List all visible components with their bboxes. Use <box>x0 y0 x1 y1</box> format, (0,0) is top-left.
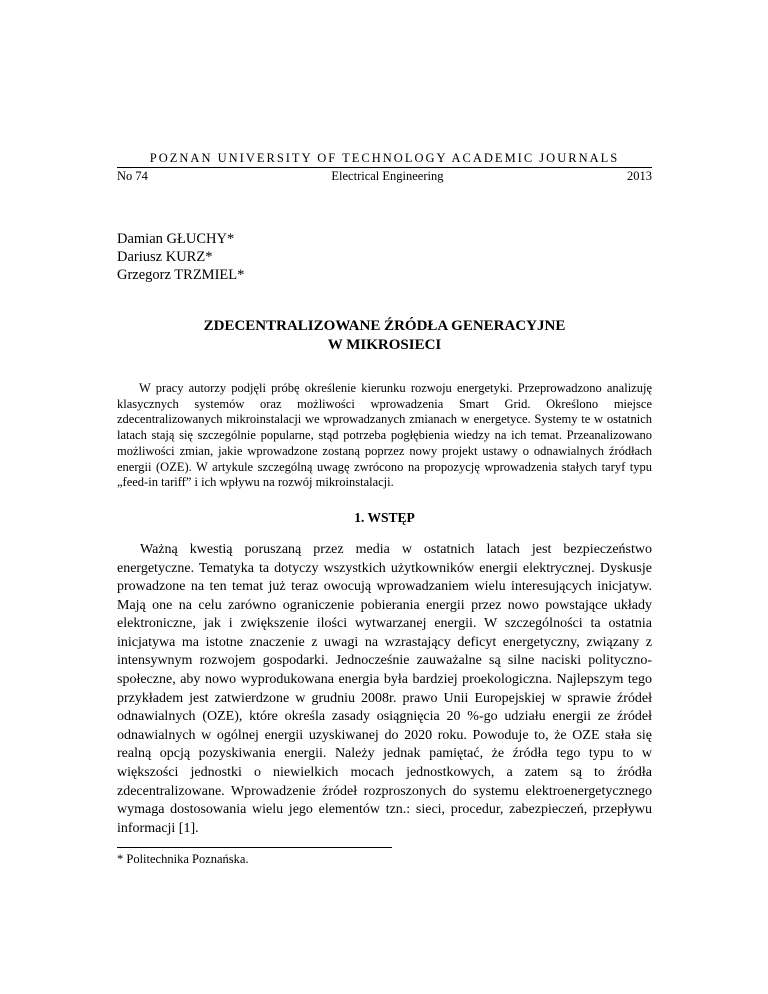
paper-title <box>117 317 652 355</box>
author-name: Grzegorz TRZMIEL* <box>117 267 245 283</box>
author-list <box>117 230 652 284</box>
journal-meta <box>117 167 652 184</box>
title-line: ZDECENTRALIZOWANE ŹRÓDŁA GENERACYJNE <box>203 318 566 334</box>
title-line: W MIKROSIECI <box>327 337 442 353</box>
abstract: W pracy autorzy podjęli próbę określenie kierunku rozwoju energetyki. Przeprowadzono analizuję klasycznych systemów oraz możliwości wprowadzenia Smart Grid. Określono miejsce zdecentralizowanych mikroinstalacji we wprowadzanych zmianach w energetyce. Systemy te w ostatnich latach stają się szczególnie popularne, stąd potrzeba pogłębienia wiedzy na ich temat. Przeanalizowano możliwości zmian, jakie wprowadzone zostaną poprzez nowy projekt ustawy o odnawialnych źródłach energii (OZE). W artykule szczególną uwagę zwrócono na propozycję wprowadzenia stałych taryf typu „feed-in tariff” i ich wpływu na rozwój mikroinstalacji. <box>117 381 652 490</box>
section-body: Ważną kwestią poruszaną przez media w ostatnich latach jest bezpieczeństwo energetyczne. Tematyka ta dotyczy wszystkich użytkowników energii elektrycznej. Dyskusje prowadzone na ten temat już teraz owocują wprowadzaniem wielu interesujących inicjatyw. Mają one na celu zarówno ograniczenie pobierania energii przez nowo powstające układy elektroniczne, jak i zwiększenie ilości wytwarzanej energii. W szczególności ta ostatnia inicjatywa ma istotne znaczenie z uwagi na wzrastający deficyt energetyczny, związany z intensywnym rozwojem gospodarki. Jednocześnie zauważalne są silne naciski polityczno-społeczne, aby nowo wyprodukowana energia była bardziej proekologiczna. Najlepszym tego przykładem jest zatwierdzone w grudniu 2008r. prawo Unii Europejskiej w sprawie źródeł odnawialnych (OZE), które określa zasady osiągnięcia 20 %-go udziału energii ze źródeł odnawialnych w ogólnej energii uzyskiwanej do 2020 roku. Powoduje to, że OZE stała się realną opcją pozyskiwania energii. Należy jednak pamiętać, że źródła tego typu to w większości jednostki o niewielkich mocach jednostkowych, a zatem są to źródła zdecentralizowane. Wprowadzenie źródeł rozproszonych do systemu elektroenergetycznego wymaga dostosowania wielu jego elementów tzn.: sieci, procedur, zabezpieczeń, przepływu informacji [1]. <box>117 541 652 836</box>
footnote-divider <box>117 847 392 848</box>
issue-number: No 74 <box>117 169 148 183</box>
publication-year: 2013 <box>626 169 652 183</box>
author-name: Damian GŁUCHY* <box>117 231 235 247</box>
author-name: Dariusz KURZ* <box>117 249 213 265</box>
footnote: * Politechnika Poznańska. <box>117 852 249 867</box>
field-name: Electrical Engineering <box>331 169 444 183</box>
paper-page <box>117 150 652 867</box>
journal-name: POZNAN UNIVERSITY OF TECHNOLOGY ACADEMIC JOURNALS <box>149 151 620 165</box>
section-heading: 1. WSTĘP <box>354 509 415 525</box>
